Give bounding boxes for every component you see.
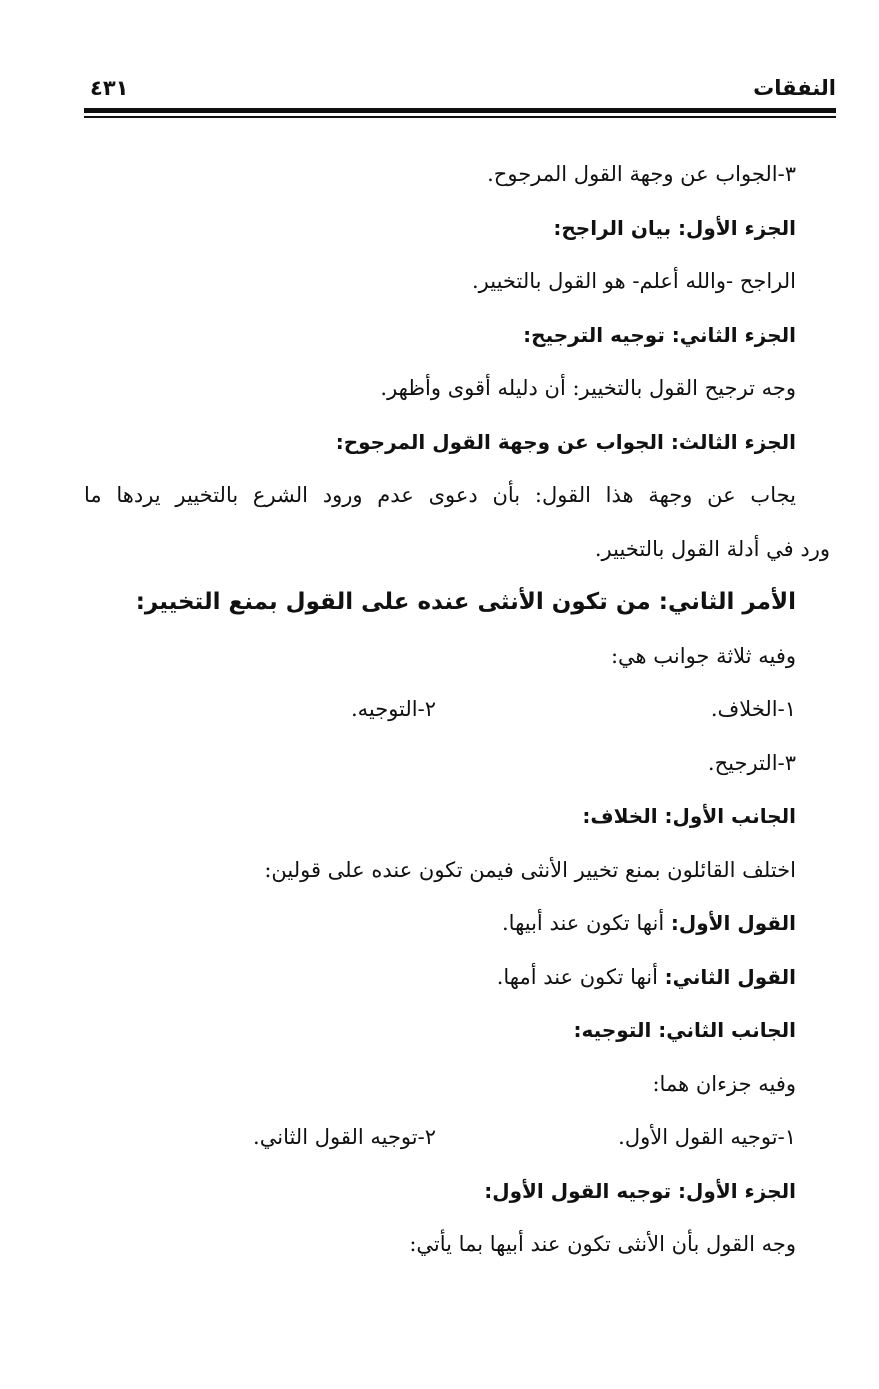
text-line: وفيه جزءان هما: (652, 1071, 796, 1096)
page-number: ٤٣١ (90, 76, 129, 100)
text-line: اختلف القائلون بمنع تخيير الأنثى فيمن تكون عنده على قولين: (264, 857, 796, 882)
list-item: ١-الخلاف. (710, 697, 796, 721)
text-line: وجه ترجيح القول بالتخيير: أن دليله أقوى وأظهر. (380, 376, 796, 400)
list-item: ٢-توجيه القول الثاني. (253, 1125, 436, 1149)
header-rule-thick (84, 108, 836, 113)
inline-text: أنها تكون عند أمها. (496, 964, 665, 989)
heading-line: الجزء الثالث: الجواب عن وجهة القول المرجوح: (335, 429, 796, 454)
header-rule-thin (84, 116, 836, 118)
inline-label: القول الثاني: (664, 964, 796, 989)
heading-line: الجزء الأول: بيان الراجح: (553, 215, 796, 240)
inline-label: القول الأول: (670, 911, 796, 935)
text-line: وفيه ثلاثة جوانب هي: (610, 643, 796, 668)
page-header (84, 72, 836, 106)
heading-line: الجزء الأول: توجيه القول الأول: (484, 1178, 796, 1203)
text-line: يجاب عن وجهة هذا القول: بأن دعوى عدم ورود الشرع بالتخيير يردها ما (84, 483, 796, 507)
text-line: ورد في أدلة القول بالتخيير. (594, 536, 830, 561)
list-line (84, 1111, 796, 1165)
list-line (84, 683, 796, 737)
inline-text: أنها تكون عند أبيها. (502, 911, 671, 935)
section-heading: الأمر الثاني: من تكون الأنثى عنده على القول بمنع التخيير: (135, 589, 796, 615)
heading-line: الجانب الثاني: التوجيه: (573, 1018, 796, 1042)
list-item: ٢-التوجيه. (350, 697, 436, 721)
page-body (84, 148, 830, 1272)
text-line: وجه القول بأن الأنثى تكون عند أبيها بما يأتي: (409, 1232, 796, 1256)
heading-line: الجزء الثاني: توجيه الترجيح: (523, 322, 796, 347)
text-line (84, 951, 796, 1005)
heading-line: الجانب الأول: الخلاف: (582, 804, 796, 828)
text-line (84, 897, 796, 951)
running-title: النفقات (753, 76, 836, 100)
list-item: ١-توجيه القول الأول. (618, 1125, 796, 1149)
list-item: ٣-الترجيح. (707, 750, 796, 775)
text-line: ٣-الجواب عن وجهة القول المرجوح. (487, 162, 796, 186)
text-line: الراجح -والله أعلم- هو القول بالتخيير. (472, 269, 796, 293)
